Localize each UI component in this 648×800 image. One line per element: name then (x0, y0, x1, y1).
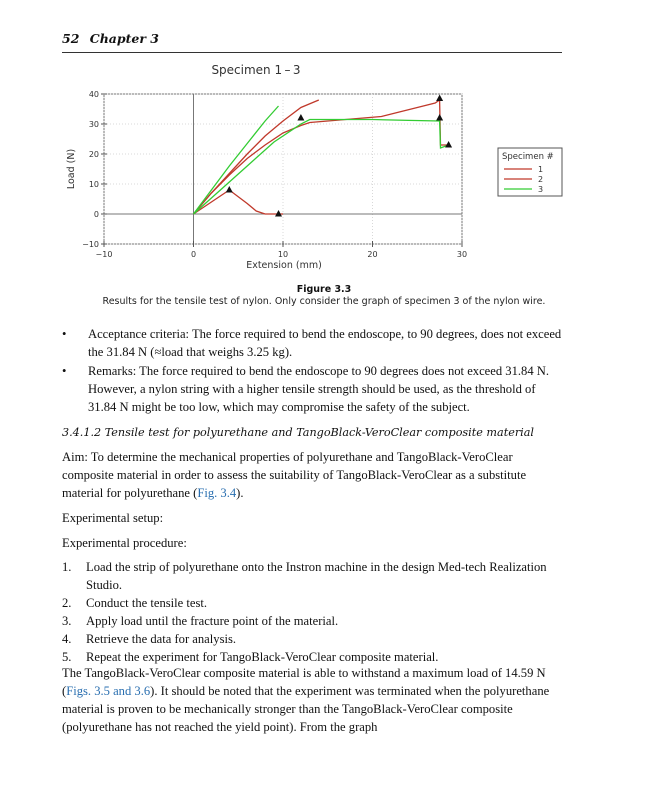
legend (498, 148, 562, 196)
aim-paragraph (62, 448, 562, 502)
bullet-marker: • (62, 327, 67, 341)
figure-label: Figure 3.3 (296, 284, 352, 295)
chapter-label: Chapter 3 (89, 31, 160, 46)
page-header (62, 30, 562, 53)
bullet-text: Remarks: The force required to bend the endoscope to 90 degrees does not exceed 31.84 N. However, a nylon string with a higher tensile strength should be used, as the threshold of 31.84 N might be too low, which may compromise the safety of the subject. (88, 364, 550, 414)
legend-entry-2: 2 (538, 175, 544, 184)
page-number: 52 (62, 31, 80, 46)
bullet-text: Acceptance criteria: The force required to bend the endoscope, to 90 degrees, does not exceed the 31.84 N (≈load that weighs 3.25 kg). (88, 327, 562, 359)
step-text: Conduct the tensile test. (86, 596, 208, 610)
step-text: Retrieve the data for analysis. (86, 632, 237, 646)
y-tick-label: 40 (88, 90, 99, 99)
step-3 (62, 612, 562, 630)
y-tick-label: 10 (88, 180, 99, 189)
bullet-remarks (62, 362, 562, 416)
tensile-chart (60, 56, 590, 282)
aim-text: Aim: To determine the mechanical properties of polyurethane and TangoBlack-VeroClear composite material in order to assess the suitability of TangoBlack-VeroClear as a substitute material for polyurethane ( (62, 450, 527, 500)
x-tick-label: 20 (367, 250, 378, 259)
y-tick-label: 0 (93, 210, 99, 219)
section-heading: 3.4.1.2 Tensile test for polyurethane and TangoBlack-VeroClear composite material (62, 426, 534, 439)
y-tick-label: −10 (82, 240, 99, 249)
step-4 (62, 630, 562, 648)
figures-link[interactable]: Figs. 3.5 and 3.6 (66, 684, 151, 698)
results-text-end: ). It should be noted that the experiment was terminated when the polyurethane material is proven to be mechanically stronger than the TangoBlack-VeroClear composite (polyurethane has not reached the yield point). From the graph (62, 684, 550, 734)
legend-title: Specimen # (502, 152, 554, 162)
procedure-steps (62, 558, 562, 666)
y-tick-label: 30 (88, 120, 99, 129)
step-number: 5. (62, 650, 72, 664)
step-text: Repeat the experiment for TangoBlack-VeroClear composite material. (86, 650, 439, 664)
step-1 (62, 558, 562, 594)
results-text: The TangoBlack-VeroClear composite material is able to withstand a maximum load of 14.59 N ( (62, 666, 546, 698)
x-tick-label: 10 (277, 250, 289, 259)
figure-link[interactable]: Fig. 3.4 (197, 486, 237, 500)
step-text: Apply load until the fracture point of the material. (86, 614, 339, 628)
bullet-list (62, 325, 562, 417)
bullet-acceptance-criteria (62, 325, 562, 361)
bullet-marker: • (62, 364, 67, 378)
x-tick-label: 30 (456, 250, 468, 259)
x-axis-label: Extension (mm) (246, 260, 322, 271)
procedure-label: Experimental procedure: (62, 536, 187, 550)
results-paragraph (62, 664, 562, 736)
legend-entry-1: 1 (538, 165, 544, 174)
figure-caption: Results for the tensile test of nylon. Only consider the graph of specimen 3 of the nylon wire. (102, 296, 546, 307)
step-text: Load the strip of polyurethane onto the Instron machine in the design Med-tech Realization Studio. (86, 560, 547, 592)
step-2 (62, 594, 562, 612)
chart-title: Specimen 1 – 3 (211, 63, 301, 77)
aim-text-end: ). (236, 486, 244, 500)
setup-label: Experimental setup: (62, 511, 164, 525)
legend-entry-3: 3 (538, 185, 544, 194)
step-number: 1. (62, 560, 72, 574)
x-tick-label: −10 (95, 250, 113, 259)
y-tick-label: 20 (88, 150, 99, 159)
step-number: 2. (62, 596, 72, 610)
y-axis-label: Load (N) (66, 148, 77, 190)
step-number: 4. (62, 632, 72, 646)
x-tick-label: 0 (190, 250, 197, 259)
step-number: 3. (62, 614, 72, 628)
